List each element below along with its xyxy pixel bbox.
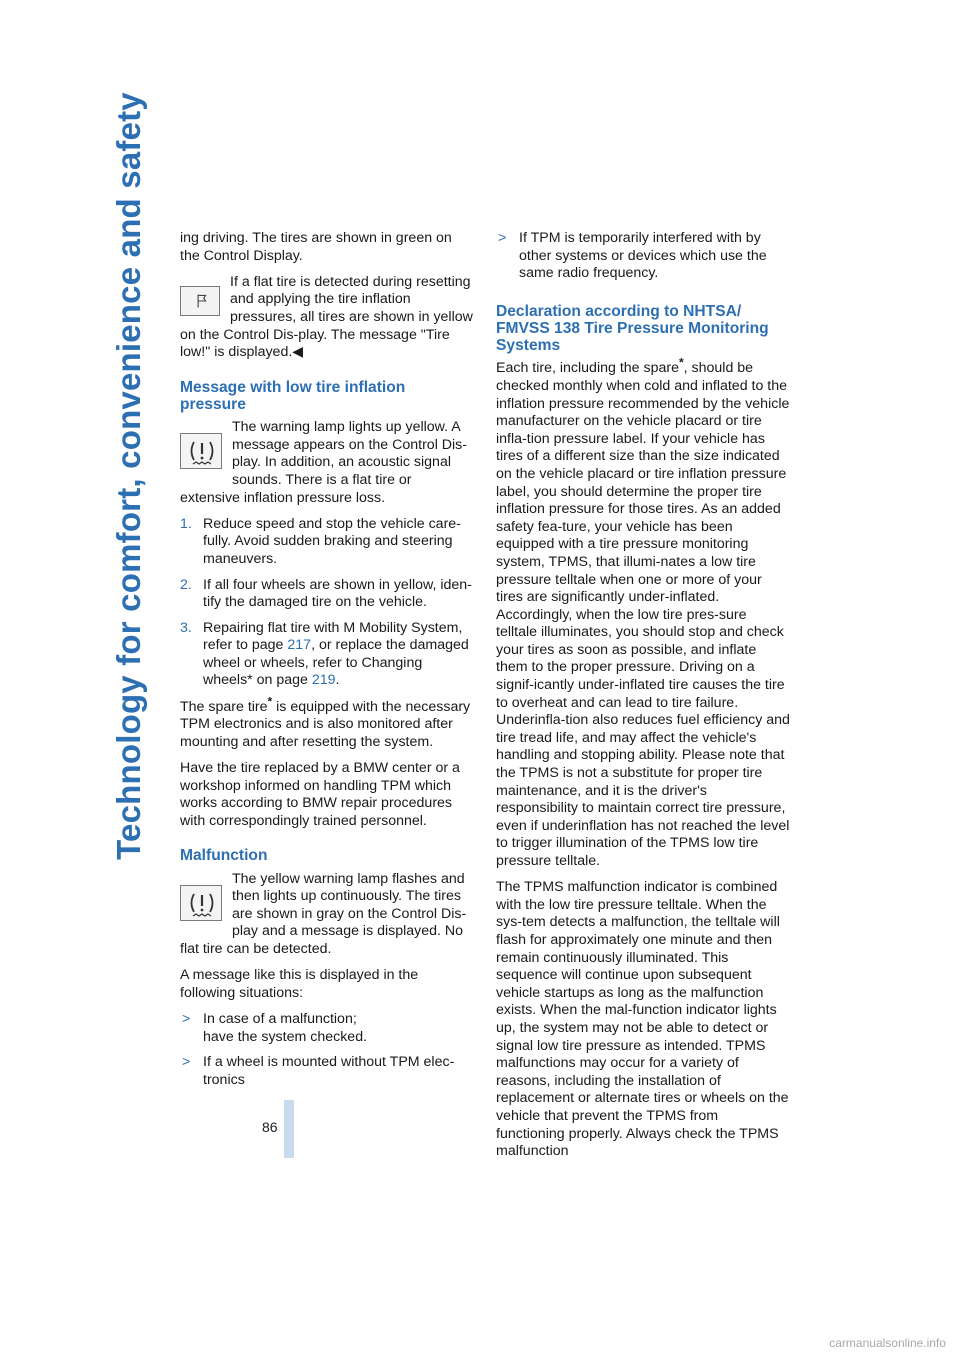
list-item [180, 1011, 474, 1046]
right-column [496, 230, 790, 1169]
bullet-marker-icon: > [182, 1054, 191, 1071]
declaration-text: , should be checked monthly when cold and inflated to the inflation pressure recommended by the vehicle manufacturer on the vehicle placard or tire infla-tion pressure label. If your vehicle has tires of a different size than the size indicated on the vehicle placard or tire inflation pressure label, you should determine the proper tire inflation pressure for those tires. As an added safety fea-ture, your vehicle has been equipped with a tire pressure monitoring system, TPMS, that illumi-nates a low tire pressure telltale when one or more of your tires are significantly under-inflated. Accordingly, when the low tire pres-sure telltale illuminates, you should stop and check your tires as soon as possible, and inflate them to the proper pressure. Driving on a signif-icantly under-inflated tire causes the tire to overheat and can lead to tire failure. Underinfla-tion also reduces fuel efficiency and tire tread life, and may affect the vehicle's handling and stopping ability. Please note that the TPMS is not a substitute for proper tire maintenance, and it is the driver's responsibility to maintain correct tire pressure, even if underinflation has not reached the level to trigger illumination of the TPMS low tire pressure telltale. [496, 360, 790, 870]
tire-pressure-warning-icon [180, 885, 222, 921]
spare-text: The spare tire [180, 698, 268, 715]
paragraph-malfunction-indicator: The TPMS malfunction indicator is combined with the low tire pressure telltale. When the sys-tem detects a malfunction, the telltale will flash for approximately one minute and then remain continuously illuminated. This sequence will continue upon subsequent vehicle startups as long as the malfunction exists. When the mal-function indicator lights up, the system may not be able to detect or signal low tire pressure as intended. TPMS malfunctions may occur for a variety of reasons, including the installation of replacement or alternate tires or wheels on the vehicle that prevent the TPMS from functioning properly. Always check the TPMS malfunction [496, 879, 789, 1160]
section-side-title [104, 36, 154, 916]
list-item [496, 230, 790, 283]
paragraph-spare-tire [180, 693, 474, 752]
steps-list [180, 516, 474, 690]
optional-star-icon: * [678, 355, 684, 370]
page-bar [284, 1100, 294, 1158]
bullet-marker-icon: > [182, 1010, 191, 1027]
heading-nhtsa-declaration: Declaration according to NHTSA/ FMVSS 138 Tire Pressure Monitoring Systems [496, 302, 769, 355]
watermark: carmanualsonline.info [829, 1336, 946, 1350]
note-flat-tire [180, 274, 474, 362]
end-mark-icon: ◀ [292, 344, 304, 361]
bullet-text: If TPM is temporarily interfered with by other systems or devices which use the same radio frequency. [519, 230, 767, 282]
situations-list [180, 1011, 474, 1089]
section-side-title-text: Technology for comfort, convenience and safety [110, 92, 148, 860]
malfunction-block [180, 871, 474, 959]
list-item [180, 620, 474, 690]
step-text: Reduce speed and stop the vehicle care-fully. Avoid sudden braking and steering maneuvers. [203, 515, 461, 567]
paragraph-bmw-center: Have the tire replaced by a BMW center or a workshop informed on handling TPM which works according to BMW repair procedures with correspondingly trained personnel. [180, 760, 460, 829]
step-text: , or replace the damaged wheel or wheels, refer to Changing wheels* on page [203, 637, 469, 689]
page-link-217[interactable]: 217 [287, 637, 312, 654]
left-column [180, 230, 474, 1097]
step-number: 2. [180, 576, 192, 593]
paragraph-declaration [496, 355, 790, 870]
low-pressure-block [180, 419, 474, 507]
list-item [180, 1054, 474, 1089]
bullet-marker-icon: > [498, 230, 507, 246]
step-text: If all four wheels are shown in yellow, iden-tify the damaged tire on the vehicle. [203, 576, 472, 611]
situations-list-continued [496, 230, 790, 283]
low-pressure-text: The warning lamp lights up yellow. A message appears on the Control Dis-play. In addition, an acoustic signal sounds. There is a flat tire or extensive inflation pressure loss. [180, 419, 468, 506]
malfunction-text: The yellow warning lamp flashes and then lights up continuously. The tires are shown in gray on the Control Dis-play and a message is displayed. No flat tire can be detected. [180, 870, 467, 957]
bullet-text: In case of a malfunction; have the system checked. [203, 1010, 368, 1045]
page-number: 86 [262, 1119, 278, 1135]
heading-low-pressure: Message with low tire inflation pressure [180, 378, 406, 413]
spare-text: is equipped with the necessary TPM electronics and is also monitored after mounting and after resetting the system. [180, 698, 471, 750]
step-text: Repairing flat tire with M Mobility System, refer to page [203, 619, 463, 654]
page-link-219[interactable]: 219 [311, 672, 336, 689]
paragraph-message-situations: A message like this is displayed in the following situations: [180, 967, 419, 1001]
heading-malfunction: Malfunction [180, 847, 268, 865]
tire-pressure-warning-icon [180, 433, 222, 469]
optional-star-icon: * [267, 693, 273, 708]
step-number: 1. [180, 515, 192, 532]
step-text: . [335, 672, 340, 689]
paragraph-continuation: ing driving. The tires are shown in green on the Control Display. [180, 230, 452, 264]
list-item [180, 516, 474, 569]
note-flag-icon [180, 286, 220, 316]
note-flat-tire-text: If a flat tire is detected during resetting and applying the tire inflation pressures, all tires are shown in yellow on the Control Dis-play. The message "Tire low!" is displayed. [180, 273, 473, 361]
declaration-text: Each tire, including the spare [496, 360, 679, 377]
step-number: 3. [180, 619, 192, 636]
list-item [180, 577, 474, 612]
bullet-text: If a wheel is mounted without TPM elec-tronics [203, 1054, 455, 1088]
